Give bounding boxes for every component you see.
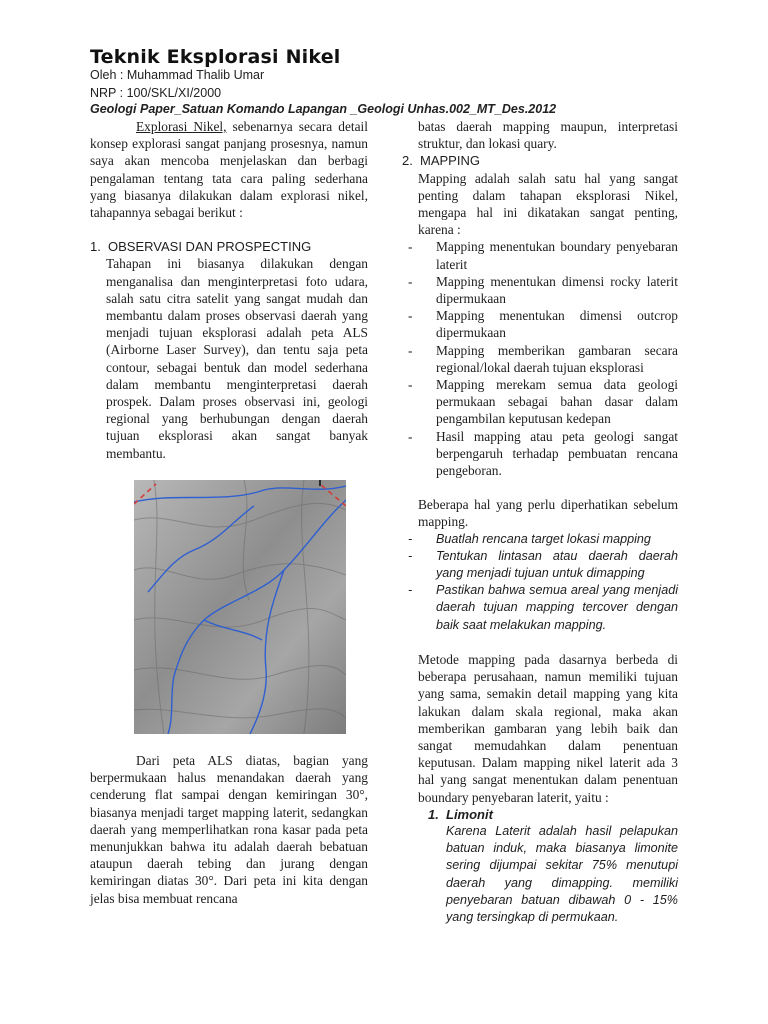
notes-list	[402, 531, 678, 634]
list-item: - Buatlah rencana target lokasi mapping	[436, 531, 678, 548]
limonit-body: Karena Laterit adalah hasil pelapukan batuan induk, maka biasanya limonite sering dijumpai sekitar 75% menutupi daerah yang dimapping. memiliki penyebaran batuan dibawah 0 - 15% yang tersingkap di permukaan.	[446, 823, 678, 924]
right-column	[402, 118, 678, 926]
notes-intro: Beberapa hal yang perlu diperhatikan sebelum mapping.	[418, 497, 678, 530]
section-2-title: MAPPING	[420, 153, 480, 169]
limonit-heading	[402, 806, 678, 823]
als-description: Dari peta ALS diatas, bagian yang berpermukaan halus menandakan daerah yang cenderung flat sampai dengan kemiringan 30°, biasanya menjadi target mapping laterit, sedangkan daerah yang memperlihatkan rona kasar pada peta menunjukkan bahwa itu adalah daerah bebatuan ataupun daerah tebing dan jurang dengan kemiringan diatas 30°. Dari peta ini kita dengan jelas bisa membuat rencana	[90, 753, 368, 906]
list-item: - Pastikan bahwa semua areal yang menjadi daerah tujuan mapping tercover dengan baik saat melakukan mapping.	[436, 582, 678, 634]
section-1-heading	[90, 238, 368, 255]
nrp-line: NRP : 100/SKL/XI/2000	[90, 86, 222, 100]
section-2-heading	[402, 152, 678, 169]
mapping-points-list	[402, 238, 678, 479]
section-1-body: Tahapan ini biasanya dilakukan dengan menganalisa dan menginterpretasi foto udara, salah satu citra satelit yang sangat mudah dan membantu dalam proses observasi daerah yang menjadi tujuan eksplorasi adalah peta ALS (Airborne Laser Survey), dan tentu saja peta contour, sebagai bentuk dan model sederhana dalam membantu menginterpretasi daerah prospek. Dalam proses observasi ini, geologi regional yang berhubungan dengan daerah tujuan eksplorasi akan sangat banyak membantu.	[106, 256, 368, 461]
limonit-number: 1.	[428, 806, 439, 822]
author-line: Oleh : Muhammad Thalib Umar	[90, 68, 265, 82]
limonit-title: Limonit	[446, 806, 493, 822]
left-column	[90, 118, 368, 907]
continued-text: batas daerah mapping maupun, interpretasi struktur, dan lokasi quary.	[418, 119, 678, 152]
intro-term: Explorasi Nikel,	[136, 119, 227, 134]
als-relief-map	[134, 480, 346, 734]
paper-line: Geologi Paper_Satuan Komando Lapangan _Geologi Unhas.002_MT_Des.2012	[90, 102, 557, 116]
intro-paragraph	[90, 118, 368, 221]
list-item: - Tentukan lintasan atau daerah daerah yang menjadi tujuan untuk dimapping	[436, 548, 678, 582]
section-2-number: 2.	[402, 153, 413, 169]
list-item: - Mapping merekam semua data geologi permukaan sebagai bahan dasar dalam pengambilan keputusan kedepan	[436, 376, 678, 428]
list-item: - Mapping menentukan dimensi outcrop dipermukaan	[436, 307, 678, 341]
section-1-title: OBSERVASI DAN PROSPECTING	[108, 239, 312, 255]
section-1-number: 1.	[90, 239, 101, 255]
list-item: - Hasil mapping atau peta geologi sangat berpengaruh terhadap pembuatan rencana pengeboran.	[436, 428, 678, 480]
list-item: - Mapping menentukan dimensi rocky laterit dipermukaan	[436, 273, 678, 307]
method-paragraph: Metode mapping pada dasarnya berbeda di beberapa perusahaan, namun memiliki tujuan yang sama, semakin detail mapping yang kita lakukan dalam skala regional, maka akan memberikan gambaran yang lebih baik dan sangat memudahkan dalam penentuan keputusan. Dalam mapping nikel laterit ada 3 hal yang sangat menentukan dalam penentuan boundary penyebaran laterit, yaitu :	[418, 651, 678, 805]
document-title: Teknik Eksplorasi Nikel	[90, 46, 341, 68]
list-item: - Mapping memberikan gambaran secara regional/lokal daerah tujuan eksplorasi	[436, 342, 678, 376]
list-item: - Mapping menentukan boundary penyebaran laterit	[436, 238, 678, 272]
intro-text: sebenarnya secara detail konsep explorasi sangat panjang prosesnya, namun saya akan mencoba menjelaskan dan berbagi pengalaman tentang tata cara paling sederhana yang biasanya dilakukan dalam explorasi nikel, tahapannya sebagai berikut :	[90, 119, 368, 221]
mapping-intro: Mapping adalah salah satu hal yang sangat penting dalam tahapan eksplorasi Nikel, mengapa hal ini dikatakan sangat penting, karena :	[418, 170, 678, 238]
